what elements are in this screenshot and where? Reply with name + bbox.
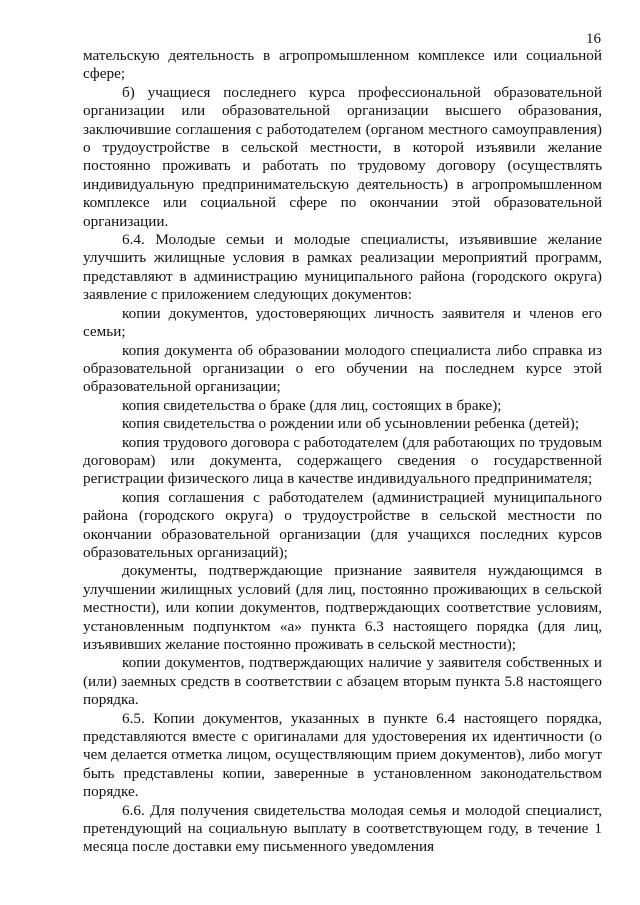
paragraph-6-5: 6.5. Копии документов, указанных в пункте 6.4 настоящего порядка, представляются вместе с оригиналами для удостоверения их идентичности (о чем делается отметка лицом, осуществляющим прием документов), либо могут быть представлены копии, заверенные в установленном законодательством порядке. [83, 709, 602, 801]
document-list-item: копия свидетельства о браке (для лиц, состоящих в браке); [122, 396, 502, 414]
document-list-item: копии документов, подтверждающих наличие у заявителя собственных и (или) заемных средств в соответствии с абзацем вторым пункта 5.8 настоящего порядка. [83, 654, 602, 709]
document-list-item: копия трудового договора с работодателем (для работающих по трудовым договорам) или документа, содержащего сведения о государственной регистрации физического лица в качестве индивидуального предпринимателя; [83, 433, 602, 488]
paragraph-6-6: 6.6. Для получения свидетельства молодая семья и молодой специалист, претендующий на социальную выплату в соответствующем году, в течение 1 месяца после доставки ему письменного уведомления [83, 801, 602, 856]
paragraph-continuation: мательскую деятельность в агропромышленном комплексе или социальной сфере; [83, 47, 602, 83]
paragraph-item-b: б) учащиеся последнего курса профессиональной образовательной организации или образовательной организации высшего образования, заключившие соглашения с работодателем (органом местного самоуправления) о трудоустройстве в сельской местности, в которой изъявили желание постоянно проживать и работать по трудовому договору (осуществлять индивидуальную предпринимательскую деятельность) в агропромышленном комплексе или социальной сфере по окончании этой образовательной организации. [83, 83, 602, 230]
document-list-item: копия соглашения с работодателем (администрацией муниципального района (городского округа) о трудоустройстве в сельской местности по окончании образовательной организации (для учащихся последних курсов образовательных организаций); [83, 488, 602, 561]
document-list-item: копии документов, удостоверяющих личность заявителя и членов его семьи; [83, 304, 602, 341]
document-list-item: копия свидетельства о рождении или об усыновлении ребенка (детей); [122, 415, 580, 433]
document-list-item: документы, подтверждающие признание заявителя нуждающимся в улучшении жилищных условий (для лиц, постоянно проживающих в сельской местности), или копии документов, подтверждающих соответствие условиям, установленным подпунктом «а» пункта 6.3 настоящего порядка (для лиц, изъявивших желание постоянно проживать в сельской местности); [83, 562, 602, 653]
paragraph-6-4: 6.4. Молодые семьи и молодые специалисты, изъявившие желание улучшить жилищные условия в рамках реализации мероприятий программ, представляют в администрацию муниципального района (городского округа) заявление с приложением следующих документов: [83, 231, 602, 304]
page-number: 16 [586, 31, 601, 47]
document-body [83, 47, 602, 857]
document-list-item: копия документа об образовании молодого специалиста либо справка из образовательной организации о его обучении на последнем курсе этой образовательной организации; [83, 341, 602, 396]
